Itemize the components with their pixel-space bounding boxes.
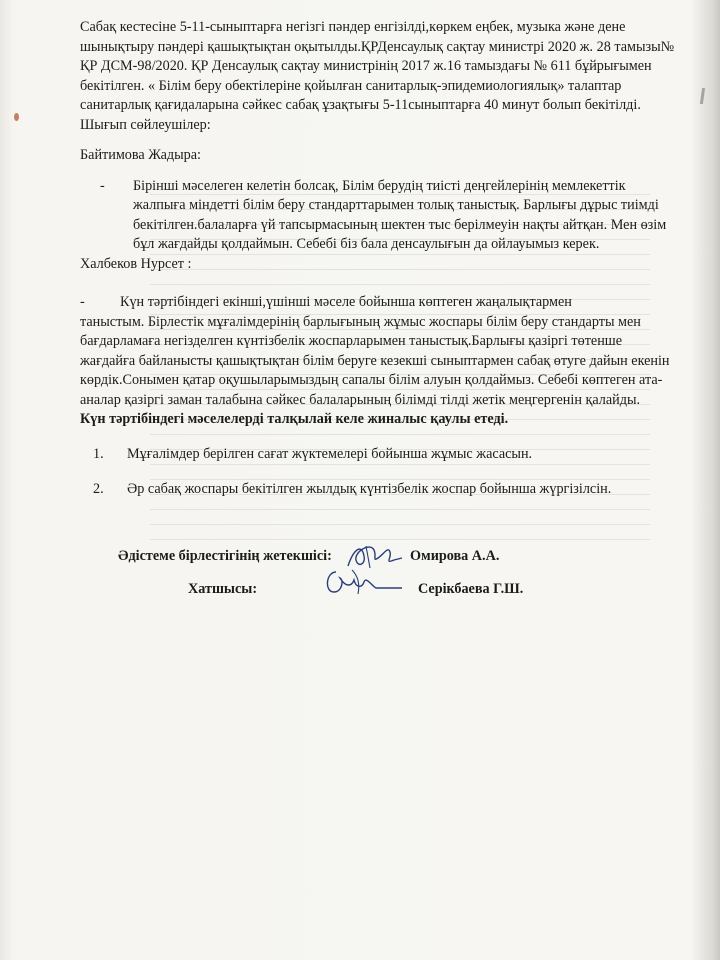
speaker2-first-line: Күн тәртібіндегі екінші,үшінші мәселе бойынша көптеген жаңалықтармен bbox=[120, 294, 572, 310]
bullet-dash: - bbox=[100, 177, 105, 194]
head-role: Әдістеме бірлестігінің жетекшісі: bbox=[118, 548, 332, 564]
edge-mark bbox=[700, 88, 705, 104]
speaker2-name: Халбеков Нурсет : bbox=[80, 255, 192, 272]
speaker1-name: Байтимова Жадыра: bbox=[80, 147, 201, 163]
speaker1-text: Бірінші мәселеген келетін болсақ, Білім берудің тиісті деңгейлерінің мемлекеттік жалпыға міндетті білім беру стандарттарымен толық таныстық. Барлығы дұрыс тиімді бекітілген.балаларға үй тапсырмасының шектен тыс берілмеуін нақты айтқан. Мен өзім бұл жағдайды қолдаймын. Себебі біз бала денсаулығын да ойлауымыз керек. bbox=[133, 177, 667, 252]
head-name: Омирова А.А. bbox=[410, 548, 500, 564]
document-body bbox=[80, 18, 680, 516]
decision-heading: Күн тәртібіндегі мәселелерді талқылай келе жиналыс қаулы етеді. bbox=[80, 411, 509, 427]
list-item: 1. Мұғалімдер берілген сағат жүктемелері бойынша жұмыс жасасын. bbox=[93, 445, 533, 462]
intro-paragraph: Сабақ кестесіне 5-11-сыныптарға негізгі пәндер енгізілді,көркем еңбек, музыка және дене шынықтыру пәндері қашықтықтан оқытылды.ҚРДенсаулық сақтау министрі 2020 ж. 28 тамызы№ ҚР ДСМ-98/2020. ҚР Денсаулық сақтау министрінің 2017 ж.16 тамыздағы № 611 бұйрығымен бекітілген. « Білім беру обектілеріне қойылған санитарлық-эпидемиологиялық» талаптар санитарлық қағидаларына сәйкес сабақ ұзақтығы 5-11сыныптарға 40 минут болып бекітілді. bbox=[80, 19, 675, 113]
speakers-heading: Шығып сөйлеушілер: bbox=[80, 116, 211, 133]
bullet-dash: - bbox=[80, 294, 85, 310]
list-item: 2. Әр сабақ жоспары бекітілген жылдық күнтізбелік жоспар бойынша жүргізілсін. bbox=[93, 481, 612, 497]
speaker2-statement bbox=[80, 293, 680, 313]
resolutions-list bbox=[80, 445, 680, 500]
secretary-name: Серікбаева Г.Ш. bbox=[418, 581, 524, 597]
speaker1-statement bbox=[80, 177, 680, 255]
ink-spot bbox=[14, 113, 19, 121]
speaker2-text: таныстым. Бірлестік мұғалімдерінің барлығының жұмыс жоспары білім беру стандарты мен бағдарламаға негізделген күнтізбелік жоспарларымен таныстық.Барлығы қазіргі төтенше жағдайға байланысты қашықтықтан білім беруге кезекші сыныптармен сабақ өтуге дайын екенін көрдік.Сонымен қатар оқушыларымыздың сапалы білім алуын қолдаймыз. Себебі көптеген ата-аналар қазіргі заман талабына сәйкес балаларының білімді тілді жетік меңгергенін қалайды. bbox=[80, 313, 670, 408]
head-signature-line bbox=[118, 548, 332, 565]
secretary-role: Хатшысы: bbox=[188, 581, 258, 597]
secretary-signature-icon bbox=[322, 566, 404, 600]
